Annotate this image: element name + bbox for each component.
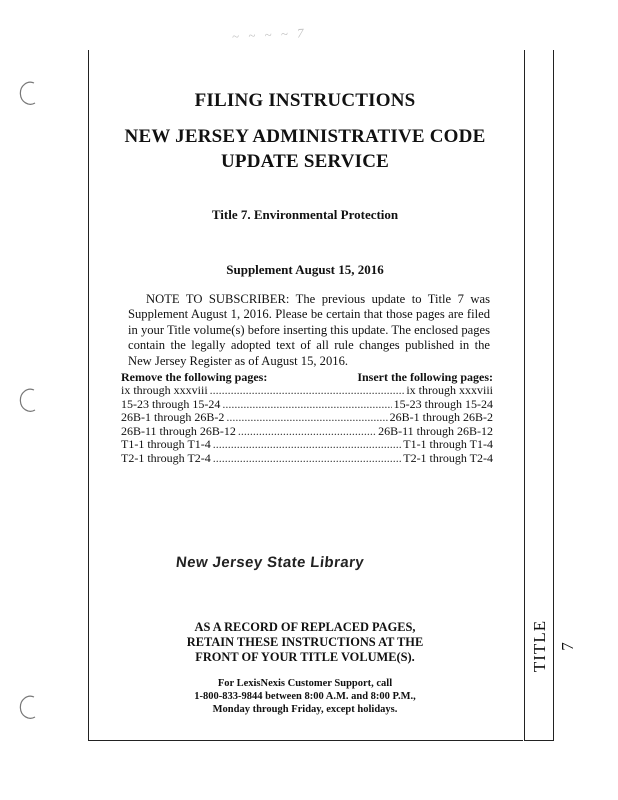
leader-dots bbox=[222, 398, 391, 412]
insert-heading: Insert the following pages: bbox=[357, 370, 493, 384]
remove-range: T1-1 through T1-4 bbox=[121, 437, 211, 452]
remove-range: 26B-1 through 26B-2 bbox=[121, 410, 225, 425]
record-line3: FRONT OF YOUR TITLE VOLUME(S). bbox=[195, 650, 415, 664]
page-row bbox=[121, 398, 493, 412]
code-title-line2: UPDATE SERVICE bbox=[220, 151, 390, 172]
handwritten-scribble: ~ ~ ~ ~ 7 bbox=[231, 25, 307, 45]
insert-range: 26B-1 through 26B-2 bbox=[389, 410, 493, 425]
supplement-date: Supplement August 15, 2016 bbox=[226, 262, 384, 277]
note-to-subscriber: NOTE TO SUBSCRIBER: The previous update to Title 7 was Supplement August 1, 2016. Please be certain that those pages are filed in your Title volume(s) before inserting this update. The enclosed pages contain the legally adopted text of all rule changes published in the New Jersey Register as of August 15, 2016. bbox=[128, 292, 490, 368]
support-line2: 1-800-833-9844 between 8:00 A.M. and 8:00 P.M., bbox=[194, 691, 416, 702]
leader-dots bbox=[238, 425, 376, 439]
punch-hole-top bbox=[18, 80, 40, 106]
support-line3: Monday through Friday, except holidays. bbox=[212, 704, 398, 715]
page-list bbox=[121, 384, 493, 466]
remove-range: ix through xxxviii bbox=[121, 383, 208, 397]
insert-range: ix through xxxviii bbox=[406, 383, 493, 397]
remove-range: 26B-11 through 26B-12 bbox=[121, 423, 236, 438]
leader-dots bbox=[210, 384, 405, 398]
punch-hole-middle bbox=[18, 387, 40, 413]
support-line1: For LexisNexis Customer Support, call bbox=[217, 678, 393, 689]
page-row bbox=[121, 384, 493, 398]
code-title-line1: NEW JERSEY ADMINISTRATIVE CODE bbox=[124, 126, 486, 147]
remove-range: T2-1 through T2-4 bbox=[121, 450, 211, 465]
subject-title: Title 7. Environmental Protection bbox=[211, 207, 399, 222]
page-row bbox=[121, 452, 493, 466]
insert-range: T2-1 through T2-4 bbox=[403, 450, 493, 465]
remove-range: 15-23 through 15-24 bbox=[121, 396, 221, 411]
title-tab-label: TITLE 7 bbox=[530, 619, 577, 673]
page-row bbox=[121, 425, 493, 439]
library-stamp: New Jersey State Library bbox=[175, 554, 365, 571]
remove-heading: Remove the following pages: bbox=[121, 370, 268, 384]
page-row bbox=[121, 411, 493, 425]
page-row bbox=[121, 438, 493, 452]
filing-instructions-title: FILING INSTRUCTIONS bbox=[194, 90, 416, 111]
record-line2: RETAIN THESE INSTRUCTIONS AT THE bbox=[186, 635, 424, 649]
insert-range: 15-23 through 15-24 bbox=[393, 396, 493, 411]
insert-range: 26B-11 through 26B-12 bbox=[378, 423, 493, 438]
record-line1: AS A RECORD OF REPLACED PAGES, bbox=[194, 620, 416, 634]
punch-hole-bottom bbox=[18, 694, 40, 720]
leader-dots bbox=[213, 452, 401, 466]
insert-range: T1-1 through T1-4 bbox=[403, 437, 493, 452]
leader-dots bbox=[213, 438, 401, 452]
leader-dots bbox=[226, 411, 387, 425]
